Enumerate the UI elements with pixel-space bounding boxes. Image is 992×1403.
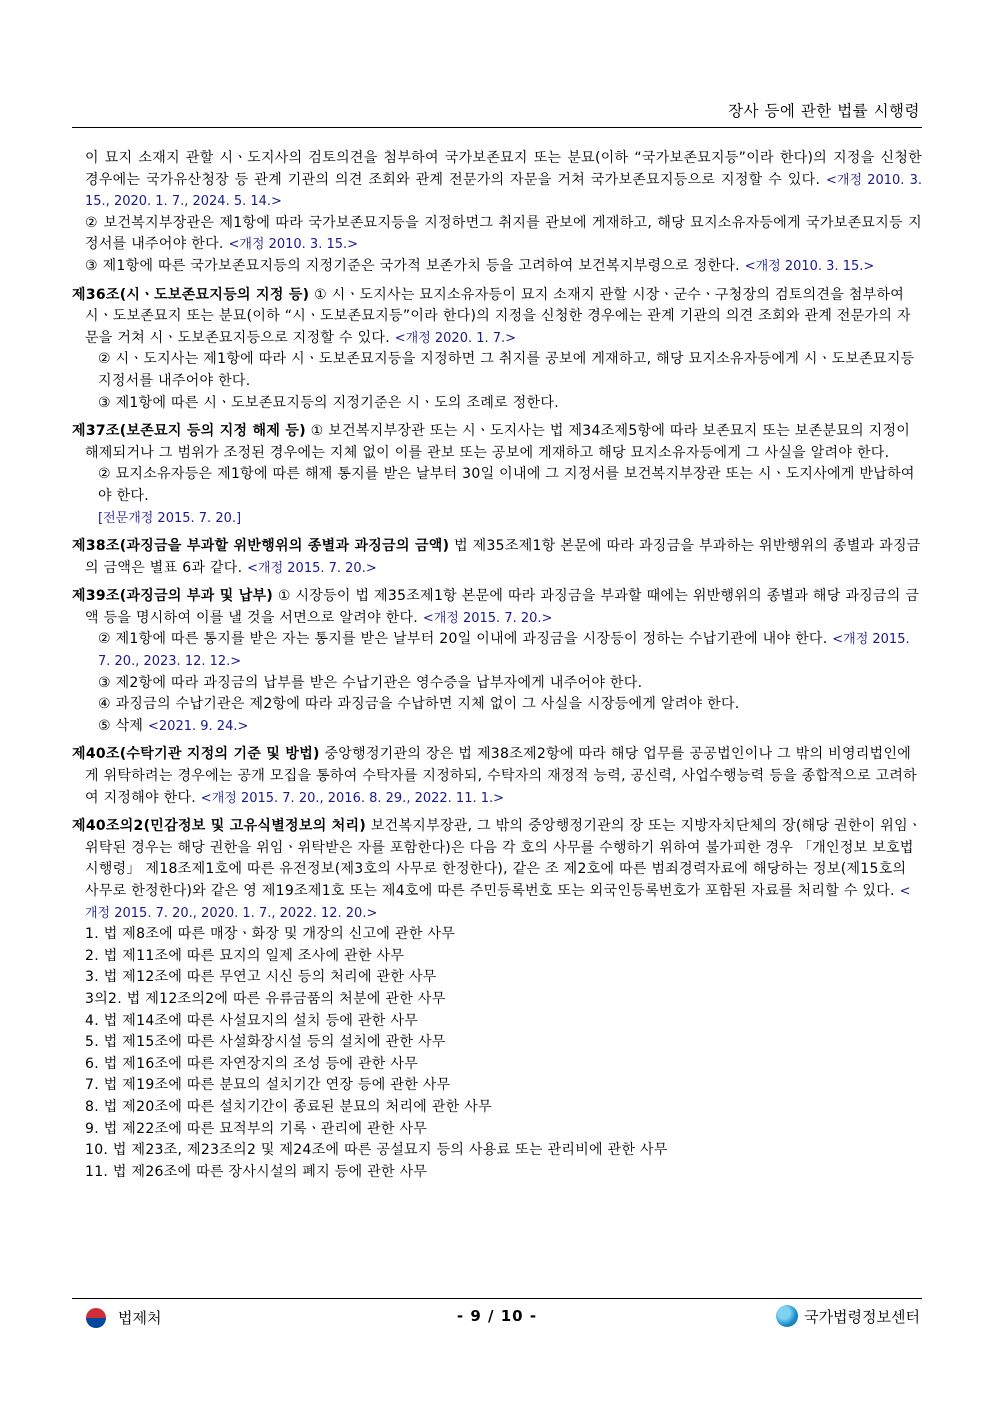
- list-item: 1. 법 제8조에 따른 매장ㆍ화장 및 개장의 신고에 관한 사무: [85, 926, 456, 943]
- paragraph-text: ⑤ 삭제: [98, 717, 144, 734]
- article-36-p3: ③ 제1항에 따른 시ㆍ도보존묘지등의 지정기준은 시ㆍ도의 조례로 정한다.: [98, 394, 559, 411]
- article-40-2: [72, 816, 922, 1183]
- list-item: 3. 법 제12조에 따른 무연고 시신 등의 처리에 관한 사무: [85, 969, 437, 986]
- article-38: [72, 536, 922, 579]
- paragraph-text: ② 보건복지부장관은 제1항에 따라 국가보존묘지등을 지정하면그 취지를 관보에 게재하고, 해당 묘지소유자등에게 국가보존묘지등 지정서를 내주어야 한다.: [85, 214, 922, 253]
- amend-note: [전문개정 2015. 7. 20.]: [98, 510, 242, 526]
- article-title: 제36조(시ㆍ도보존묘지등의 지정 등): [72, 286, 310, 303]
- list-item: 8. 법 제20조에 따른 설치기간이 종료된 분묘의 처리에 관한 사무: [85, 1098, 492, 1115]
- document-body: [72, 148, 922, 1183]
- article-39-p3: ③ 제2항에 따라 과징금의 납부를 받은 수납기관은 영수증을 납부자에게 내주어야 한다.: [98, 674, 643, 691]
- paragraph-text: ① 시ㆍ도지사는 묘지소유자등이 묘지 소재지 관할 시장ㆍ군수ㆍ구청장의 검토의견을 첨부하여 시ㆍ도보존묘지 또는 분묘(이하 “시ㆍ도보존묘지등”이라 한다)의 지정을 신청한 경우에는 관계 기관의 의견 조회와 관계 전문가의 자문을 거쳐 시ㆍ도보존묘지등으로 지정할 수 있다.: [85, 286, 911, 346]
- article-37-p1: [72, 421, 922, 464]
- list-item: 7. 법 제19조에 따른 분묘의 설치기간 연장 등에 관한 사무: [85, 1077, 451, 1094]
- article-39-p5: [85, 716, 922, 738]
- amend-note: <2021. 9. 24.>: [148, 718, 249, 734]
- article-title: 제37조(보존묘지 등의 지정 해제 등): [72, 423, 306, 440]
- article-title: 제40조의2(민감정보 및 고유식별정보의 처리): [72, 818, 367, 835]
- article-title: 제39조(과징금의 부과 및 납부): [72, 588, 274, 605]
- article-39-p1: [72, 586, 922, 629]
- footer-rule: [72, 1298, 922, 1299]
- article-40-2-p1: [72, 816, 922, 924]
- list-item: 2. 법 제11조에 따른 묘지의 일제 조사에 관한 사무: [85, 947, 405, 964]
- amend-note: <개정 2020. 1. 7.>: [394, 330, 517, 346]
- article-title: 제40조(수탁기관 지정의 기준 및 방법): [72, 746, 320, 763]
- article-37: [72, 421, 922, 529]
- continued-text: 이 묘지 소재지 관할 시ㆍ도지사의 검토의견을 첨부하여 국가보존묘지 또는 분묘(이하 “국가보존묘지등”이라 한다)의 지정을 신청한 경우에는 국가유산청장 등 관계 기관의 의견 조회와 관계 전문가의 자문을 거쳐 국가보존묘지등으로 지정할 수 있다.: [85, 150, 922, 188]
- footer-left-label: 법제처: [118, 1309, 162, 1327]
- amend-note: <개정 2015. 7. 20.>: [247, 560, 377, 576]
- amend-note: <개정 2015. 7. 20., 2020. 1. 7., 2022. 12. 20.>: [85, 884, 911, 921]
- amend-note: <개정 2010. 3. 15.>: [744, 258, 875, 274]
- page-footer: [72, 1304, 922, 1332]
- article-39-p2: [85, 629, 922, 672]
- amend-note: <개정 2015. 7. 20., 2016. 8. 29., 2022. 11. 1.>: [200, 790, 505, 806]
- article-40: [72, 744, 922, 809]
- continued-paragraph: [72, 148, 922, 213]
- article-title: 제38조(과징금을 부과할 위반행위의 종별과 과징금의 금액): [72, 538, 450, 555]
- list-item: 9. 법 제22조에 따른 묘적부의 기록ㆍ관리에 관한 사무: [85, 1120, 428, 1137]
- footer-right-label: 국가법령정보센터: [804, 1307, 920, 1326]
- list-item: 6. 법 제16조에 따른 자연장지의 조성 등에 관한 사무: [85, 1055, 419, 1072]
- paragraph-text: ① 보건복지부장관 또는 시ㆍ도지사는 법 제34조제5항에 따라 보존묘지 또는 보존분묘의 지정이 해제되거나 그 범위가 조정된 경우에는 지체 없이 이를 관보 또는 공보에 게재하고 해당 묘지소유자등에게 그 사실을 알려야 한다.: [85, 423, 911, 461]
- list-item: 11. 법 제26조에 따른 장사시설의 폐지 등에 관한 사무: [85, 1163, 428, 1180]
- paragraph-2: [72, 213, 922, 256]
- article-39: [72, 586, 922, 737]
- list-item: 3의2. 법 제12조의2에 따른 유류금품의 처분에 관한 사무: [85, 990, 446, 1007]
- article-39-p4: ④ 과징금의 수납기관은 제2항에 따라 과징금을 수납하면 지체 없이 그 사실을 시장등에게 알려야 한다.: [98, 696, 740, 713]
- globe-logo-icon: [776, 1305, 798, 1327]
- amend-note: <개정 2015. 7. 20., 2023. 12. 12.>: [98, 632, 910, 670]
- article-36-p2: ② 시ㆍ도지사는 제1항에 따라 시ㆍ도보존묘지등을 지정하면 그 취지를 공보에 게재하고, 해당 묘지소유자등에게 시ㆍ도보존묘지등 지정서를 내주어야 한다.: [98, 351, 915, 389]
- paragraph-text: ② 제1항에 따른 통지를 받은 자는 통지를 받은 날부터 20일 이내에 과징금을 시장등이 정하는 수납기관에 내야 한다.: [98, 631, 828, 648]
- paragraph-3: [72, 256, 922, 278]
- article-37-p2: ② 묘지소유자등은 제1항에 따른 해제 통지를 받은 날부터 30일 이내에 그 지정서를 보건복지부장관 또는 시ㆍ도지사에게 반납하여야 한다.: [98, 466, 915, 504]
- amend-note: <개정 2010. 3. 15.>: [228, 237, 359, 253]
- taegeuk-emblem-icon: [86, 1308, 106, 1328]
- paragraph-text: ③ 제1항에 따른 국가보존묘지등의 지정기준은 국가적 보존가치 등을 고려하여 보건복지부령으로 정한다.: [85, 257, 740, 274]
- header-rule: [72, 127, 922, 128]
- list-item: 5. 법 제15조에 따른 사설화장시설 등의 설치에 관한 사무: [85, 1034, 446, 1051]
- amend-note: <개정 2010. 3. 15., 2020. 1. 7., 2024. 5. 14.>: [85, 172, 922, 210]
- page-number: - 9 / 10 -: [456, 1307, 538, 1325]
- paragraph-text: ① 시장등이 법 제35조제1항 본문에 따라 과징금을 부과할 때에는 위반행위의 종별과 해당 과징금의 금액 등을 명시하여 이를 낼 것을 서면으로 알려야 한다.: [85, 588, 920, 626]
- document-header-title: 장사 등에 관한 법률 시행령: [728, 102, 920, 120]
- paragraph-text: 법 제35조제1항 본문에 따라 과징금을 부과하는 위반행위의 종별과 과징금의 금액은 별표 6과 같다.: [85, 538, 921, 576]
- amend-note: <개정 2015. 7. 20.>: [422, 610, 553, 626]
- footer-left: [86, 1307, 161, 1328]
- paragraph-text: 중앙행정기관의 장은 법 제38조제2항에 따라 해당 업무를 공공법인이나 그 밖의 비영리법인에게 위탁하려는 경우에는 공개 모집을 통하여 수탁자를 지정하되, 수탁자의 재정적 능력, 공신력, 사업수행능력 등을 종합적으로 고려하여 지정해야 한다.: [85, 746, 917, 806]
- paragraph-text: 보건복지부장관, 그 밖의 중앙행정기관의 장 또는 지방자치단체의 장(해당 권한이 위임ㆍ위탁된 경우는 해당 권한을 위임ㆍ위탁받은 자를 포함한다)은 다음 각 호의 사무를 수행하기 위하여 불가피한 경우 「개인정보 보호법 시행령」 제18조제1호에 따른 유전정보(제3호의 사무로 한정한다), 같은 조 제2호에 따른 범죄경력자료에 해당하는 정보(제15호의 사무로 한정한다)와 같은 영 제19조제1호 또는 제4호에 따른 주민등록번호 또는 외국인등록번호가 포함된 자료를 처리할 수 있다.: [85, 818, 922, 899]
- list-item: 4. 법 제14조에 따른 사설묘지의 설치 등에 관한 사무: [85, 1012, 419, 1029]
- article-36-p1: [72, 285, 922, 350]
- article-36: [72, 285, 922, 415]
- footer-right: [776, 1305, 920, 1327]
- list-item: 10. 법 제23조, 제23조의2 및 제24조에 따른 공설묘지 등의 사용료 또는 관리비에 관한 사무: [85, 1142, 668, 1159]
